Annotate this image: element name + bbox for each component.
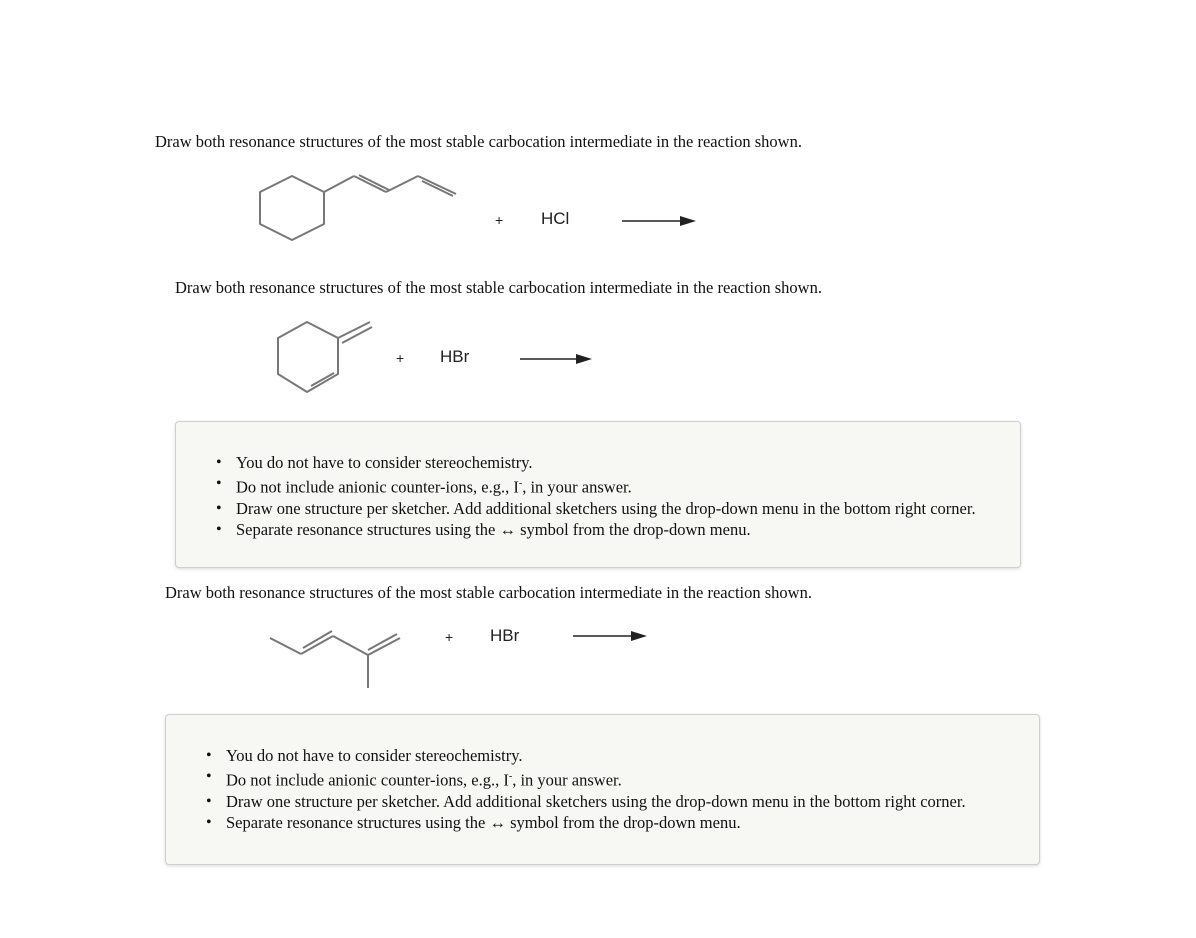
problem-1-prompt: Draw both resonance structures of the most stable carbocation intermediate in the reaction shown.	[155, 132, 802, 151]
problem-2-plus: +	[396, 350, 405, 366]
problem-2-prompt: Draw both resonance structures of the most stable carbocation intermediate in the reaction shown.	[175, 278, 822, 297]
problem-3-instructions-list	[206, 745, 1039, 833]
resonance-arrow-symbol: ↔	[499, 519, 516, 539]
instruction-item: • Do not include anionic counter-ions, e.g., I-, in your answer.	[206, 766, 1039, 791]
problem-3-structure	[266, 622, 408, 692]
instruction-item: • Separate resonance structures using the ↔ symbol from the drop-down menu.	[206, 812, 1039, 833]
instruction-item: • Do not include anionic counter-ions, e.g., I-, in your answer.	[216, 473, 1020, 498]
problem-2-reagent: HBr	[440, 347, 470, 366]
problem-3-reagent: HBr	[490, 626, 520, 645]
problem-3-reaction-arrow	[573, 630, 649, 642]
instruction-item: • Draw one structure per sketcher. Add additional sketchers using the drop-down menu in the bottom right corner.	[206, 791, 1039, 812]
instruction-item: • Draw one structure per sketcher. Add additional sketchers using the drop-down menu in the bottom right corner.	[216, 498, 1020, 519]
problem-2-instructions-list	[216, 452, 1020, 540]
instruction-item: • You do not have to consider stereochemistry.	[206, 745, 1039, 766]
problem-3-instructions-box	[165, 714, 1040, 865]
problem-1-reagent: HCl	[541, 209, 570, 228]
problem-3-plus: +	[445, 629, 454, 645]
problem-2-reaction-arrow	[520, 353, 594, 365]
problem-1-plus: +	[495, 212, 504, 228]
problem-3-prompt: Draw both resonance structures of the most stable carbocation intermediate in the reaction shown.	[165, 583, 812, 602]
problem-2-instructions-box	[175, 421, 1021, 568]
instruction-item: • You do not have to consider stereochemistry.	[216, 452, 1020, 473]
instruction-item: • Separate resonance structures using the ↔ symbol from the drop-down menu.	[216, 519, 1020, 540]
resonance-arrow-symbol: ↔	[489, 812, 506, 832]
problem-1-structure	[256, 172, 466, 244]
problem-1-reaction-arrow	[622, 215, 698, 227]
problem-2-structure	[274, 318, 380, 398]
